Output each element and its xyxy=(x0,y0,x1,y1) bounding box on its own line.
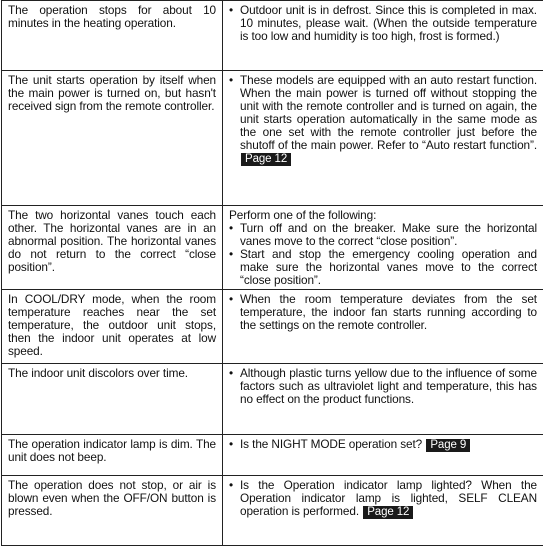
symptom-text: The operation does not stop, or air is blown even when the OFF/ON button is pressed. xyxy=(8,478,216,518)
remedy-list xyxy=(229,74,537,166)
page-reference-badge[interactable]: Page 12 xyxy=(363,506,413,519)
symptom-text: The operation indicator lamp is dim. The unit does not beep. xyxy=(8,437,216,464)
remedy-intro: Perform one of the following: xyxy=(229,208,377,222)
remedy-item xyxy=(229,293,537,332)
bullet-icon: • xyxy=(229,292,234,306)
symptom-cell xyxy=(2,1,223,71)
symptom-text: The indoor unit discolors over time. xyxy=(8,366,188,380)
remedy-cell xyxy=(223,71,543,206)
remedy-item xyxy=(229,248,537,287)
remedy-text: Although plastic turns yellow due to the influence of some factors such as ultraviolet light and temperature, this has no effect on the product functions. xyxy=(240,366,537,406)
remedy-text: Is the Operation indicator lamp lighted? When the Operation indicator lamp is lighted, SELF CLEAN operation is performed. xyxy=(240,478,537,518)
remedy-list xyxy=(229,438,537,452)
table-row xyxy=(2,206,543,290)
remedy-text: Outdoor unit is in defrost. Since this is completed in max. 10 minutes, please wait. (When the outside temperature is too low and humidity is too high, frost is formed.) xyxy=(240,3,537,43)
bullet-icon: • xyxy=(229,247,234,261)
remedy-cell xyxy=(223,364,543,435)
remedy-cell xyxy=(223,1,543,71)
remedy-text: Start and stop the emergency cooling operation and make sure the horizontal vanes move to the correct “close position”. xyxy=(240,247,537,287)
page-reference-badge[interactable]: Page 9 xyxy=(426,439,470,452)
remedy-text: Turn off and on the breaker. Make sure the horizontal vanes move to the correct “close position”. xyxy=(240,221,537,248)
symptom-text: The unit starts operation by itself when the main power is turned on, but hasn't received sign from the remote controller. xyxy=(8,73,216,113)
symptom-cell xyxy=(2,290,223,364)
page-reference-badge[interactable]: Page 12 xyxy=(241,153,291,166)
remedy-cell xyxy=(223,435,543,476)
bullet-icon: • xyxy=(229,366,234,380)
table-row xyxy=(2,290,543,364)
remedy-cell xyxy=(223,476,543,546)
remedy-list xyxy=(229,479,537,519)
symptom-cell xyxy=(2,435,223,476)
remedy-list xyxy=(229,222,537,287)
symptom-cell xyxy=(2,71,223,206)
bullet-icon: • xyxy=(229,437,234,451)
remedy-item xyxy=(229,4,537,43)
bullet-icon: • xyxy=(229,73,234,87)
symptom-cell xyxy=(2,476,223,546)
symptom-text: The two horizontal vanes touch each other. The horizontal vanes are in an abnormal position. The horizontal vanes do not return to the correct “close position”. xyxy=(8,208,216,274)
remedy-cell xyxy=(223,206,543,290)
table-row xyxy=(2,1,543,71)
bullet-icon: • xyxy=(229,221,234,235)
symptom-cell xyxy=(2,206,223,290)
symptom-text: In COOL/DRY mode, when the room temperature reaches near the set temperature, the outdoor unit stops, then the indoor unit operates at low speed. xyxy=(8,292,216,358)
remedy-item xyxy=(229,438,537,452)
remedy-item xyxy=(229,74,537,166)
remedy-item xyxy=(229,222,537,248)
table-row xyxy=(2,364,543,435)
bullet-icon: • xyxy=(229,3,234,17)
remedy-list xyxy=(229,4,537,43)
table-row xyxy=(2,435,543,476)
remedy-cell xyxy=(223,290,543,364)
bullet-icon: • xyxy=(229,478,234,492)
remedy-text: Is the NIGHT MODE operation set? xyxy=(240,437,423,451)
remedy-item xyxy=(229,479,537,519)
remedy-text: These models are equipped with an auto restart function. When the main power is turned off without stopping the unit with the remote controller and is turned on again, the unit starts operation automatically in the same mode as the one set with the remote controller just before the shutoff of the main power. Refer to “Auto restart function”. xyxy=(240,73,537,152)
symptom-text: The operation stops for about 10 minutes in the heating operation. xyxy=(8,3,216,30)
troubleshooting-table xyxy=(1,0,543,546)
remedy-item xyxy=(229,367,537,406)
remedy-list xyxy=(229,293,537,332)
troubleshooting-table-body xyxy=(2,1,543,546)
symptom-cell xyxy=(2,364,223,435)
table-row xyxy=(2,71,543,206)
remedy-list xyxy=(229,367,537,406)
table-row xyxy=(2,476,543,546)
remedy-text: When the room temperature deviates from the set temperature, the indoor fan starts running according to the settings on the remote controller. xyxy=(240,292,537,332)
